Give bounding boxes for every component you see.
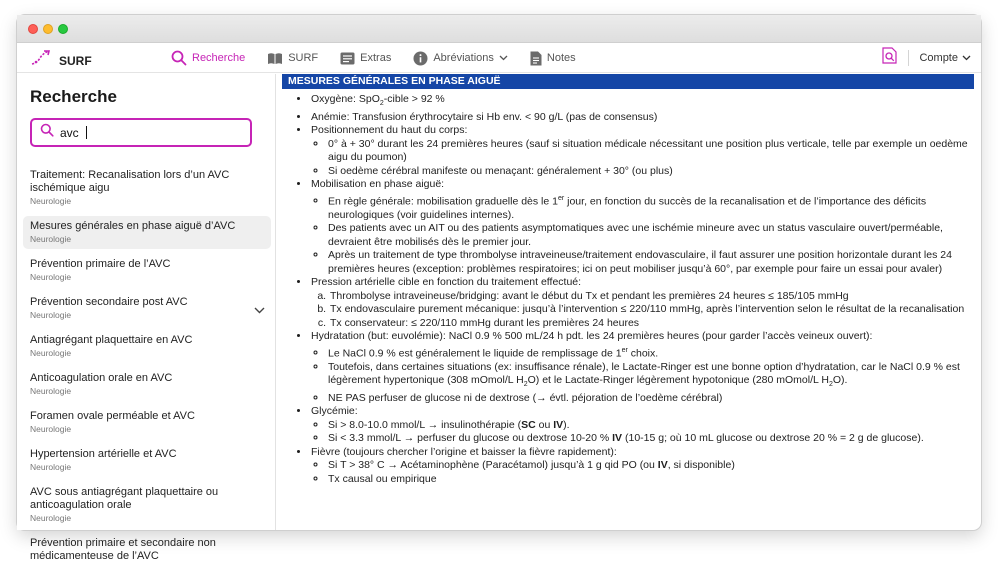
result-category: Neurologie xyxy=(30,462,72,472)
list-item: ◦ Si < 3.3 mmol/L → perfuser du glucose ou dextrose 10-20 % IV (10-15 g; où 10 mL glucose ou dextrose 20 % = 2 g de glucose). xyxy=(327,432,981,446)
search-value: avc xyxy=(60,125,79,140)
search-result[interactable] xyxy=(23,482,271,528)
blood-pressure-sublist xyxy=(311,290,981,331)
list-item: ◦ 0° à + 30° durant les 24 premières heures (sauf si situation médicale nécessitant une position plus verticale, telle par exemple un oedème aigu du poumon) xyxy=(327,138,981,165)
nav-recherche-label: Recherche xyxy=(192,52,246,64)
list-item: ◦ Toutefois, dans certaines situations (ex: insuffisance rénale), le Lactate-Ringer est une bonne option d’hydratation, car le NaCl 0.9 % est légèrement hypertonique (308 mOmol/L $H_2O$) et le Lactate-Ringer légèrement hypotonique (280 mOmol/L $H_2O$). xyxy=(327,361,981,392)
nav-notes-label: Notes xyxy=(546,52,576,64)
search-result[interactable] xyxy=(23,254,271,287)
list-item: ◦ Si oedème cérébral manifeste ou menaçant: généralement + 30° (ou plus) xyxy=(327,165,981,179)
sidebar-title: Recherche xyxy=(30,87,117,106)
result-category: Neurologie xyxy=(30,424,72,434)
result-title: Traitement: Recanalisation lors d’un AVC ischémique aigu xyxy=(30,169,230,194)
title-bar xyxy=(17,15,981,43)
chevron-down-icon xyxy=(962,52,971,64)
nav-notes[interactable] xyxy=(530,51,576,66)
search-input[interactable] xyxy=(30,118,252,147)
list-item: ◦ NE PAS perfuser de glucose ni de dextrose (→ évtl. péjoration de l’oedème cérébral) xyxy=(327,392,981,406)
main-area xyxy=(17,74,981,562)
result-title: Prévention primaire de l’AVC xyxy=(30,258,171,270)
search-result[interactable] xyxy=(23,292,271,325)
result-category: Neurologie xyxy=(30,513,72,523)
result-title: Prévention secondaire post AVC xyxy=(30,296,188,308)
toolbar-divider xyxy=(908,50,909,66)
document-icon xyxy=(530,51,542,66)
app-name: SURF xyxy=(59,53,92,68)
result-title: Antiagrégant plaquettaire en AVC xyxy=(30,334,193,346)
measures-list xyxy=(282,93,981,486)
top-navigation-bar xyxy=(17,43,981,73)
list-item: c. Tx conservateur: ≤ 220/110 mmHg durant les premières 24 heures xyxy=(329,317,981,331)
result-title: Prévention primaire et secondaire non médicamenteuse de l’AVC xyxy=(30,537,216,562)
list-item: b. Tx endovasculaire purement mécanique: jusqu’à l’intervention ≤ 220/110 mmHg, après l’intervention selon le résultat de la recanalisation xyxy=(329,303,981,317)
minimize-window-button[interactable] xyxy=(43,24,53,34)
section-header: MESURES GÉNÉRALES EN PHASE AIGUË xyxy=(282,74,974,89)
list-item: ◦ Après un traitement de type thrombolyse intraveineuse/traitement endovasculaire, il faut assurer une position horizontale durant les 24 premières heures (exception: problèmes respiratoires; ici on peut mobiliser jusqu’à 60°, par exemple pour faire un essai pour avaler) xyxy=(327,249,981,276)
search-result-selected[interactable] xyxy=(23,216,271,249)
search-result[interactable] xyxy=(23,406,271,439)
account-menu[interactable] xyxy=(919,52,971,64)
hydration-sublist xyxy=(311,344,981,406)
nav-recherche[interactable] xyxy=(171,50,245,66)
list-item-oxygen: • Oxygène: SpO$_2$-cible > 92 % xyxy=(310,93,981,111)
list-item-glycemia: • Glycémie: ◦ Si > 8.0-10.0 mmol/L → insulinothérapie (SC ou IV). ◦ Si < 3.3 mmol/L → perfuser du glucose ou dextrose 10-20 % IV (10-15 g; où 10 mL glucose ou dextrose 20 % = 2 g de glucose). xyxy=(310,405,981,446)
search-icon xyxy=(40,123,54,142)
search-result[interactable] xyxy=(23,533,271,568)
result-title: Mesures générales en phase aiguë d’AVC xyxy=(30,220,236,232)
nav-surf[interactable] xyxy=(267,52,318,65)
search-result[interactable] xyxy=(23,330,271,363)
list-item-fever: • Fièvre (toujours chercher l’origine et baisser la fièvre rapidement): ◦ Si T > 38° C → Acétaminophène (Paracétamol) jusqu’à 1 g qid PO (ou IV, si disponible) ◦ Tx causal ou empirique xyxy=(310,446,981,487)
list-item: ◦ En règle générale: mobilisation graduelle dès le 1er jour, en fonction du succès de la recanalisation et de l’importance des déficits neurologiques (voir guidelines internes). xyxy=(327,192,981,223)
app-window xyxy=(17,15,981,562)
result-title: Foramen ovale perméable et AVC xyxy=(30,410,195,422)
list-icon xyxy=(340,52,355,65)
list-item: ◦ Des patients avec un AIT ou des patients asymptomatiques avec une ischémie mineure avec un status vasculaire ouvert/perméable, devraient être mobilisés dès le premier jour. xyxy=(327,222,981,249)
result-category: Neurologie xyxy=(30,234,72,244)
list-item-positioning: • Positionnement du haut du corps: ◦ 0° à + 30° durant les 24 premières heures (sauf si situation médicale nécessitant une position plus verticale, telle par exemple un oedème aigu du poumon) ◦ Si oedème cérébral manifeste ou menaçant: généralement + 30° (ou plus) xyxy=(310,124,981,178)
right-tools xyxy=(882,43,971,73)
list-item: ◦ Si T > 38° C → Acétaminophène (Paracétamol) jusqu’à 1 g qid PO (ou IV, si disponible) xyxy=(327,459,981,473)
fever-sublist xyxy=(311,459,981,486)
main-nav xyxy=(171,43,598,73)
list-item: ◦ Tx causal ou empirique xyxy=(327,473,981,487)
result-category: Neurologie xyxy=(30,310,72,320)
list-item: a. Thrombolyse intraveineuse/bridging: avant le début du Tx et pendant les premières 24 heures ≤ 185/105 mmHg xyxy=(329,290,981,304)
search-sidebar xyxy=(17,74,276,562)
list-item: ◦ Si > 8.0-10.0 mmol/L → insulinothérapie (SC ou IV). xyxy=(327,419,981,433)
result-title: Anticoagulation orale en AVC xyxy=(30,372,173,384)
text-caret xyxy=(86,126,87,139)
result-category: Neurologie xyxy=(30,272,72,282)
nav-extras[interactable] xyxy=(340,52,391,65)
result-title: Hypertension artérielle et AVC xyxy=(30,448,177,460)
result-category: Neurologie xyxy=(30,386,72,396)
search-icon xyxy=(171,50,187,66)
list-item-mobilisation: • Mobilisation en phase aiguë: ◦ En règle générale: mobilisation graduelle dès le 1er jour, en fonction du succès de la recanalisation et de l’importance des déficits neurologiques (voir guidelines internes). ◦ Des patients avec un AIT ou des patients asymptomatiques avec une ischémie mineure avec un status vasculaire ouvert/perméable, devraient être mobilisés dès le premier jour. ◦ Après un traitement de type thrombolyse intraveineuse/traitement endovasculaire, il faut assurer une position horizontale durant les 24 premières heures (exception: problèmes respiratoires; ici on peut mobiliser jusqu’à 60°, par exemple pour faire un essai pour avaler) xyxy=(310,178,981,276)
zoom-window-button[interactable] xyxy=(58,24,68,34)
chevron-down-icon xyxy=(499,55,508,61)
result-category: Neurologie xyxy=(30,348,72,358)
result-category: Neurologie xyxy=(30,196,72,206)
search-result[interactable] xyxy=(23,165,271,211)
account-label: Compte xyxy=(919,52,958,64)
search-result[interactable] xyxy=(23,368,271,401)
result-title: AVC sous antiagrégant plaquettaire ou anticoagulation orale xyxy=(30,486,219,511)
mobilisation-sublist xyxy=(311,192,981,277)
search-results xyxy=(23,165,271,573)
list-item-hydration: • Hydratation (but: euvolémie): NaCl 0.9 % 500 mL/24 h pdt. les 24 premières heures (pour garder l’accès veineux ouvert): ◦ Le NaCl 0.9 % est généralement le liquide de remplissage de 1er choix. ◦ Toutefois, dans certaines situations (ex: insuffisance rénale), le Lactate-Ringer est une bonne option d’hydratation, car le NaCl 0.9 % est légèrement hypertonique (308 mOmol/L $H_2O$) et le Lactate-Ringer légèrement hypotonique (280 mOmol/L $H_2O$). ◦ NE PAS perfuser de glucose ni de dextrose (→ évtl. péjoration de l’oedème cérébral) xyxy=(310,330,981,405)
nav-abreviations[interactable] xyxy=(413,51,508,66)
brand[interactable] xyxy=(31,49,92,72)
nav-surf-label: SURF xyxy=(288,52,319,64)
nav-extras-label: Extras xyxy=(360,52,392,64)
list-item-blood-pressure: • Pression artérielle cible en fonction du traitement effectué: a. Thrombolyse intraveineuse/bridging: avant le début du Tx et pendant les premières 24 heures ≤ 185/105 mmHg b. Tx endovasculaire purement mécanique: jusqu’à l’intervention ≤ 220/110 mmHg, après l’intervention selon le résultat de la recanalisation c. Tx conservateur: ≤ 220/110 mmHg durant les premières 24 heures xyxy=(310,276,981,330)
glycemia-sublist xyxy=(311,419,981,446)
article-content xyxy=(276,74,981,530)
search-result[interactable] xyxy=(23,444,271,477)
close-window-button[interactable] xyxy=(28,24,38,34)
positioning-sublist xyxy=(311,138,981,179)
search-in-page-icon[interactable] xyxy=(882,47,898,69)
chevron-down-icon[interactable] xyxy=(254,301,265,319)
list-item-anemia: • Anémie: Transfusion érythrocytaire si Hb env. < 90 g/L (pas de consensus) xyxy=(310,111,981,125)
nav-abreviations-label: Abréviations xyxy=(433,52,494,64)
book-icon xyxy=(267,52,283,65)
list-item: ◦ Le NaCl 0.9 % est généralement le liquide de remplissage de 1er choix. xyxy=(327,344,981,361)
info-icon xyxy=(413,51,428,66)
surf-logo-icon xyxy=(31,49,51,72)
